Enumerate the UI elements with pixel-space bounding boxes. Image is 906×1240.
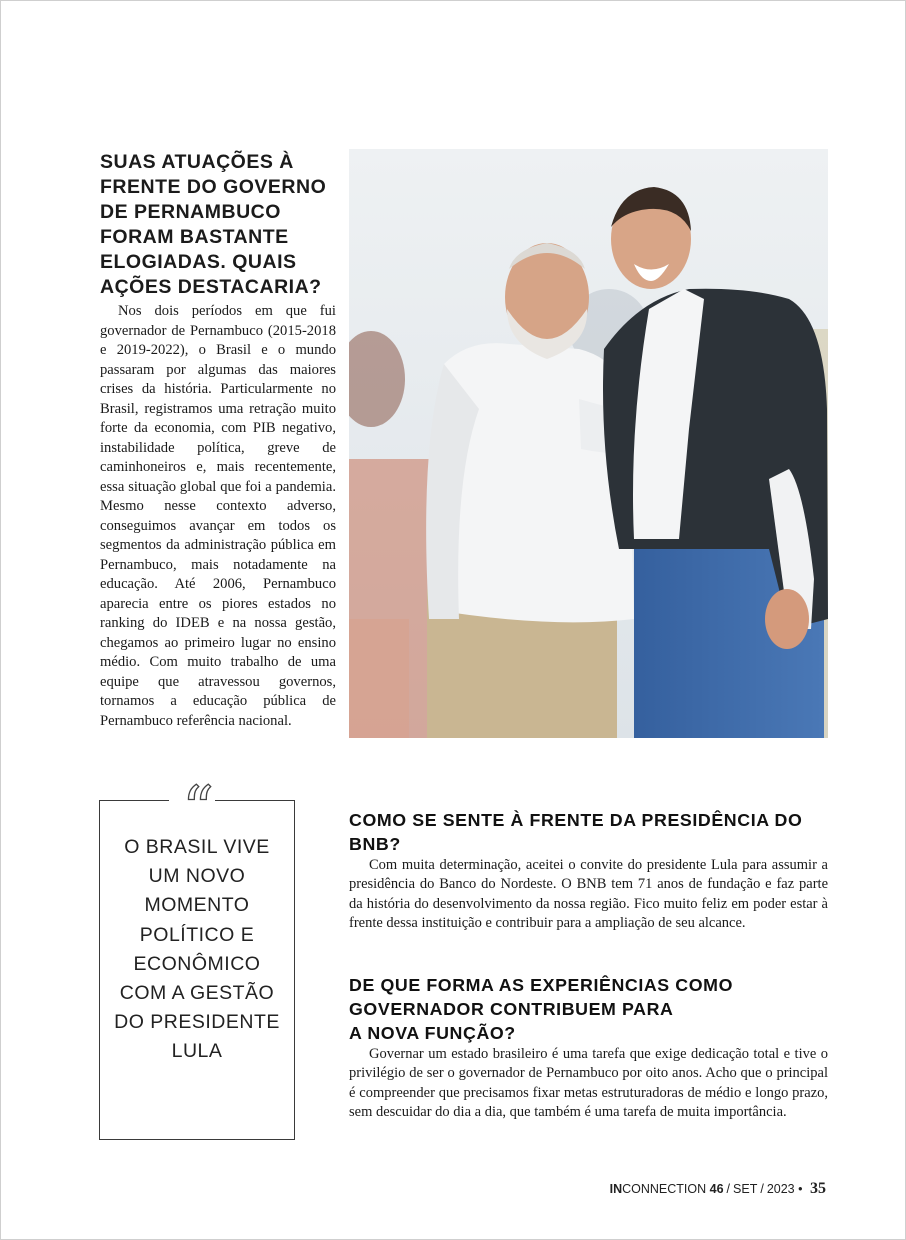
pull-quote-box	[99, 772, 295, 1140]
question-2-heading: COMO SE SENTE À FRENTE DA PRESIDÊNCIA DO BNB?	[349, 810, 803, 854]
page-footer: INCONNECTION 46 / SET / 2023 • 35	[609, 1180, 826, 1197]
footer-brand-rest: CONNECTION	[622, 1182, 707, 1196]
footer-brand-in: IN	[609, 1182, 623, 1196]
page-number: 35	[810, 1180, 826, 1197]
photo-two-men-on-stage	[349, 149, 828, 738]
footer-issue-number: 46	[709, 1182, 724, 1196]
quotation-mark-icon: “	[182, 772, 214, 845]
question-3-heading	[349, 973, 828, 1045]
question-3-heading-line-1: DE QUE FORMA AS EXPERIÊNCIAS COMO	[349, 975, 734, 995]
question-1-answer: Nos dois períodos em que fui governador de Pernambuco (2015-2018 e 2019-2022), o Brasil e o mundo passaram por algumas das maiores crises da história. Particularmente no Brasil, registramos uma retração muito forte da economia, com PIB negativo, instabilidade política, greve de caminhoneiros e, mais recentemente, essa situação global que foi a pandemia. Mesmo nesse contexto adverso, conseguimos avançar em todos os segmentos da administração pública em Pernambuco, mais notadamente na educação. Até 2006, Pernambuco aparecia entre os piores estados no ranking do IDEB e na nossa gestão, chegamos ao primeiro lugar no ensino médio. Com muito trabalho de uma equipe que atravessou governos, tornamos a educação pública de Pernambuco referência nacional.	[100, 303, 336, 729]
question-1-heading: SUAS ATUAÇÕES À FRENTE DO GOVERNO DE PERNAMBUCO FORAM BASTANTE ELOGIADAS. QUAIS AÇÕES DESTACARIA?	[100, 151, 327, 298]
pull-quote-text: O BRASIL VIVE UM NOVO MOMENTO POLÍTICO E ECONÔMICO COM A GESTÃO DO PRESIDENTE LULA	[114, 836, 280, 1063]
footer-month: SET	[733, 1182, 758, 1196]
question-3	[349, 973, 828, 1123]
question-2-answer: Com muita determinação, aceitei o convite do presidente Lula para assumir a presidência do Banco do Nordeste. O BNB tem 71 anos de fundação e faz parte da história do desenvolvimento da nossa região. Fico muito feliz em poder estar à frente dessa instituição e contribuir para a ampliação de seu alcance.	[349, 857, 828, 932]
photo-illustration	[349, 149, 828, 738]
question-2	[349, 808, 828, 934]
question-3-heading-line-3: A NOVA FUNÇÃO?	[349, 1023, 516, 1043]
footer-year: 2023	[766, 1182, 795, 1196]
question-3-answer: Governar um estado brasileiro é uma tarefa que exige dedicação total e tive o privilégio de ser o governador de Pernambuco por oito anos. Acho que o principal é compreender que precisamos fixar metas estruturadoras de médio e longo prazo, sem descuidar do dia a dia, que também é uma tarefa de muita importância.	[349, 1046, 828, 1121]
question-1	[100, 150, 336, 731]
pull-quote-top-rule-left	[99, 800, 169, 801]
question-3-heading-line-2: GOVERNADOR CONTRIBUEM PARA	[349, 999, 674, 1019]
footer-bullet: •	[798, 1182, 803, 1196]
pull-quote-top-rule-right	[215, 800, 295, 801]
